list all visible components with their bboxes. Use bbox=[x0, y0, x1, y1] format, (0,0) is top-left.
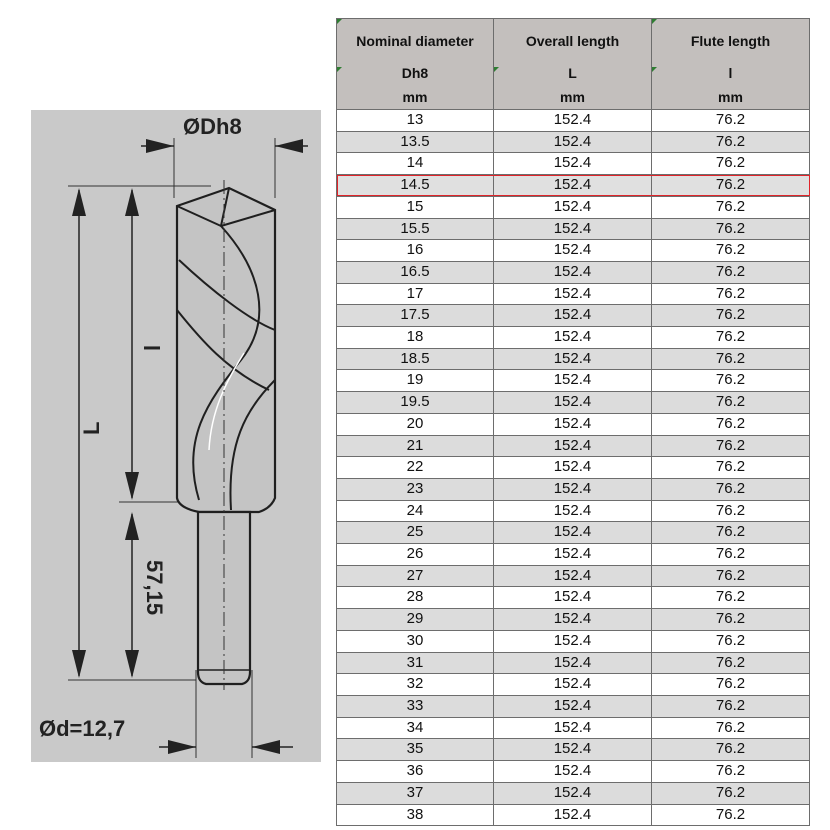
flute-length-cell[interactable]: 76.2 bbox=[652, 370, 810, 392]
table-row[interactable] bbox=[337, 175, 810, 197]
overall-length-cell[interactable]: 152.4 bbox=[494, 348, 652, 370]
overall-length-cell[interactable]: 152.4 bbox=[494, 652, 652, 674]
table-row[interactable] bbox=[337, 457, 810, 479]
flute-length-cell[interactable]: 76.2 bbox=[652, 478, 810, 500]
flute-length-cell[interactable]: 76.2 bbox=[652, 717, 810, 739]
dim-L-label: L bbox=[79, 421, 104, 435]
table-row[interactable] bbox=[337, 695, 810, 717]
flute-length-cell[interactable]: 76.2 bbox=[652, 305, 810, 327]
table-row[interactable] bbox=[337, 283, 810, 305]
overall-length-cell[interactable]: 152.4 bbox=[494, 500, 652, 522]
header-symbol: L bbox=[568, 65, 577, 81]
table-row[interactable] bbox=[337, 218, 810, 240]
flute-length-cell[interactable]: 76.2 bbox=[652, 630, 810, 652]
header-name: Nominal diameter bbox=[356, 33, 474, 49]
header-flute-length[interactable] bbox=[652, 19, 810, 110]
overall-length-cell[interactable]: 152.4 bbox=[494, 196, 652, 218]
table-row[interactable] bbox=[337, 435, 810, 457]
flute-length-cell[interactable]: 76.2 bbox=[652, 261, 810, 283]
nominal-diameter-cell[interactable]: 38 bbox=[337, 804, 494, 826]
nominal-diameter-cell[interactable]: 33 bbox=[337, 695, 494, 717]
overall-length-cell[interactable]: 152.4 bbox=[494, 674, 652, 696]
overall-length-cell[interactable]: 152.4 bbox=[494, 609, 652, 631]
nominal-diameter-cell[interactable]: 32 bbox=[337, 674, 494, 696]
nominal-diameter-cell[interactable]: 28 bbox=[337, 587, 494, 609]
table-row[interactable] bbox=[337, 761, 810, 783]
overall-length-cell[interactable]: 152.4 bbox=[494, 565, 652, 587]
dim-d-label: Ød=12,7 bbox=[39, 716, 126, 741]
header-unit: mm bbox=[560, 89, 585, 105]
nominal-diameter-cell[interactable]: 19.5 bbox=[337, 392, 494, 414]
flute-length-cell[interactable]: 76.2 bbox=[652, 652, 810, 674]
overall-length-cell[interactable]: 152.4 bbox=[494, 327, 652, 349]
nominal-diameter-cell[interactable]: 19 bbox=[337, 370, 494, 392]
nominal-diameter-cell[interactable]: 31 bbox=[337, 652, 494, 674]
overall-length-cell[interactable]: 152.4 bbox=[494, 305, 652, 327]
nominal-diameter-cell[interactable]: 37 bbox=[337, 782, 494, 804]
nominal-diameter-cell[interactable]: 30 bbox=[337, 630, 494, 652]
nominal-diameter-cell[interactable]: 16 bbox=[337, 240, 494, 262]
flute-length-cell[interactable]: 76.2 bbox=[652, 565, 810, 587]
overall-length-cell[interactable]: 152.4 bbox=[494, 761, 652, 783]
table-row[interactable] bbox=[337, 240, 810, 262]
overall-length-cell[interactable]: 152.4 bbox=[494, 435, 652, 457]
nominal-diameter-cell[interactable]: 29 bbox=[337, 609, 494, 631]
overall-length-cell[interactable]: 152.4 bbox=[494, 370, 652, 392]
overall-length-cell[interactable]: 152.4 bbox=[494, 522, 652, 544]
table-row[interactable] bbox=[337, 261, 810, 283]
nominal-diameter-cell[interactable]: 26 bbox=[337, 544, 494, 566]
overall-length-cell[interactable]: 152.4 bbox=[494, 261, 652, 283]
overall-length-cell[interactable]: 152.4 bbox=[494, 804, 652, 826]
cell-comment-marker bbox=[337, 67, 342, 72]
overall-length-cell[interactable]: 152.4 bbox=[494, 131, 652, 153]
flute-length-cell[interactable]: 76.2 bbox=[652, 327, 810, 349]
nominal-diameter-cell[interactable]: 34 bbox=[337, 717, 494, 739]
flute-length-cell[interactable]: 76.2 bbox=[652, 761, 810, 783]
nominal-diameter-cell[interactable]: 36 bbox=[337, 761, 494, 783]
table-row[interactable] bbox=[337, 544, 810, 566]
table-header bbox=[337, 19, 810, 110]
flute-length-cell[interactable]: 76.2 bbox=[652, 240, 810, 262]
flute-length-cell[interactable]: 76.2 bbox=[652, 153, 810, 175]
cell-comment-marker bbox=[652, 67, 657, 72]
overall-length-cell[interactable]: 152.4 bbox=[494, 695, 652, 717]
table-row[interactable] bbox=[337, 348, 810, 370]
cell-comment-marker bbox=[494, 67, 499, 72]
table-row[interactable] bbox=[337, 305, 810, 327]
table-row[interactable] bbox=[337, 522, 810, 544]
flute-length-cell[interactable]: 76.2 bbox=[652, 196, 810, 218]
nominal-diameter-cell[interactable]: 18.5 bbox=[337, 348, 494, 370]
nominal-diameter-cell[interactable]: 25 bbox=[337, 522, 494, 544]
table-row[interactable] bbox=[337, 153, 810, 175]
nominal-diameter-cell[interactable]: 13.5 bbox=[337, 131, 494, 153]
overall-length-cell[interactable]: 152.4 bbox=[494, 630, 652, 652]
dim-l-label: l bbox=[140, 344, 165, 351]
table-row[interactable] bbox=[337, 609, 810, 631]
flute-length-cell[interactable]: 76.2 bbox=[652, 500, 810, 522]
flute-length-cell[interactable]: 76.2 bbox=[652, 413, 810, 435]
header-symbol: Dh8 bbox=[401, 65, 429, 81]
dim-shank-label: 57,15 bbox=[142, 560, 167, 616]
table-row[interactable] bbox=[337, 196, 810, 218]
overall-length-cell[interactable]: 152.4 bbox=[494, 175, 652, 197]
table-row[interactable] bbox=[337, 674, 810, 696]
flute-length-cell[interactable]: 76.2 bbox=[652, 131, 810, 153]
header-unit: mm bbox=[402, 89, 428, 105]
flute-length-cell[interactable]: 76.2 bbox=[652, 522, 810, 544]
overall-length-cell[interactable]: 152.4 bbox=[494, 717, 652, 739]
flute-length-cell[interactable]: 76.2 bbox=[652, 587, 810, 609]
table-row[interactable] bbox=[337, 370, 810, 392]
overall-length-cell[interactable]: 152.4 bbox=[494, 587, 652, 609]
flute-length-cell[interactable]: 76.2 bbox=[652, 782, 810, 804]
cell-comment-marker bbox=[337, 19, 342, 24]
table-row[interactable] bbox=[337, 782, 810, 804]
flute-length-cell[interactable]: 76.2 bbox=[652, 175, 810, 197]
flute-length-cell[interactable]: 76.2 bbox=[652, 674, 810, 696]
table-row[interactable] bbox=[337, 804, 810, 826]
header-overall-length[interactable] bbox=[494, 19, 652, 110]
overall-length-cell[interactable]: 152.4 bbox=[494, 283, 652, 305]
overall-length-cell[interactable]: 152.4 bbox=[494, 240, 652, 262]
table-row[interactable] bbox=[337, 327, 810, 349]
overall-length-cell[interactable]: 152.4 bbox=[494, 110, 652, 132]
nominal-diameter-cell[interactable]: 23 bbox=[337, 478, 494, 500]
table-row[interactable] bbox=[337, 110, 810, 132]
flute-length-cell[interactable]: 76.2 bbox=[652, 283, 810, 305]
nominal-diameter-cell[interactable]: 13 bbox=[337, 110, 494, 132]
table-row[interactable] bbox=[337, 652, 810, 674]
flute-length-cell[interactable]: 76.2 bbox=[652, 695, 810, 717]
cell-comment-marker bbox=[652, 19, 657, 24]
nominal-diameter-cell[interactable]: 22 bbox=[337, 457, 494, 479]
nominal-diameter-cell[interactable]: 20 bbox=[337, 413, 494, 435]
overall-length-cell[interactable]: 152.4 bbox=[494, 218, 652, 240]
flute-length-cell[interactable]: 76.2 bbox=[652, 609, 810, 631]
header-symbol: l bbox=[728, 65, 733, 81]
table-row[interactable] bbox=[337, 392, 810, 414]
table-row[interactable] bbox=[337, 630, 810, 652]
header-name: Flute length bbox=[690, 33, 771, 49]
flute-length-cell[interactable]: 76.2 bbox=[652, 739, 810, 761]
flute-length-cell[interactable]: 76.2 bbox=[652, 110, 810, 132]
table-row[interactable] bbox=[337, 717, 810, 739]
table-body bbox=[337, 110, 810, 826]
overall-length-cell[interactable]: 152.4 bbox=[494, 739, 652, 761]
header-unit: mm bbox=[718, 89, 743, 105]
header-row bbox=[337, 19, 810, 110]
dim-D-label: ØDh8 bbox=[183, 114, 242, 139]
flute-length-cell[interactable]: 76.2 bbox=[652, 392, 810, 414]
nominal-diameter-cell[interactable]: 35 bbox=[337, 739, 494, 761]
overall-length-cell[interactable]: 152.4 bbox=[494, 392, 652, 414]
specification-table bbox=[336, 18, 810, 826]
header-name: Overall length bbox=[525, 33, 620, 49]
flute-length-cell[interactable]: 76.2 bbox=[652, 348, 810, 370]
header-nominal-diameter[interactable] bbox=[337, 19, 494, 110]
flute-length-cell[interactable]: 76.2 bbox=[652, 457, 810, 479]
nominal-diameter-cell[interactable]: 14.5 bbox=[337, 175, 494, 197]
overall-length-cell[interactable]: 152.4 bbox=[494, 153, 652, 175]
flute-length-cell[interactable]: 76.2 bbox=[652, 544, 810, 566]
drill-drawing bbox=[31, 110, 321, 762]
overall-length-cell[interactable]: 152.4 bbox=[494, 478, 652, 500]
table-row[interactable] bbox=[337, 739, 810, 761]
table-row[interactable] bbox=[337, 565, 810, 587]
table-row[interactable] bbox=[337, 413, 810, 435]
nominal-diameter-cell[interactable]: 14 bbox=[337, 153, 494, 175]
overall-length-cell[interactable]: 152.4 bbox=[494, 413, 652, 435]
table-row[interactable] bbox=[337, 131, 810, 153]
nominal-diameter-cell[interactable]: 16.5 bbox=[337, 261, 494, 283]
nominal-diameter-cell[interactable]: 17.5 bbox=[337, 305, 494, 327]
nominal-diameter-cell[interactable]: 21 bbox=[337, 435, 494, 457]
overall-length-cell[interactable]: 152.4 bbox=[494, 544, 652, 566]
nominal-diameter-cell[interactable]: 17 bbox=[337, 283, 494, 305]
flute-length-cell[interactable]: 76.2 bbox=[652, 804, 810, 826]
flute-length-cell[interactable]: 76.2 bbox=[652, 435, 810, 457]
drill-body bbox=[177, 188, 275, 512]
nominal-diameter-cell[interactable]: 24 bbox=[337, 500, 494, 522]
flute-length-cell[interactable]: 76.2 bbox=[652, 218, 810, 240]
drill-drawing-svg bbox=[31, 110, 321, 762]
table-row[interactable] bbox=[337, 500, 810, 522]
nominal-diameter-cell[interactable]: 15.5 bbox=[337, 218, 494, 240]
table-row[interactable] bbox=[337, 478, 810, 500]
nominal-diameter-cell[interactable]: 18 bbox=[337, 327, 494, 349]
nominal-diameter-cell[interactable]: 15 bbox=[337, 196, 494, 218]
nominal-diameter-cell[interactable]: 27 bbox=[337, 565, 494, 587]
table-row[interactable] bbox=[337, 587, 810, 609]
overall-length-cell[interactable]: 152.4 bbox=[494, 457, 652, 479]
overall-length-cell[interactable]: 152.4 bbox=[494, 782, 652, 804]
